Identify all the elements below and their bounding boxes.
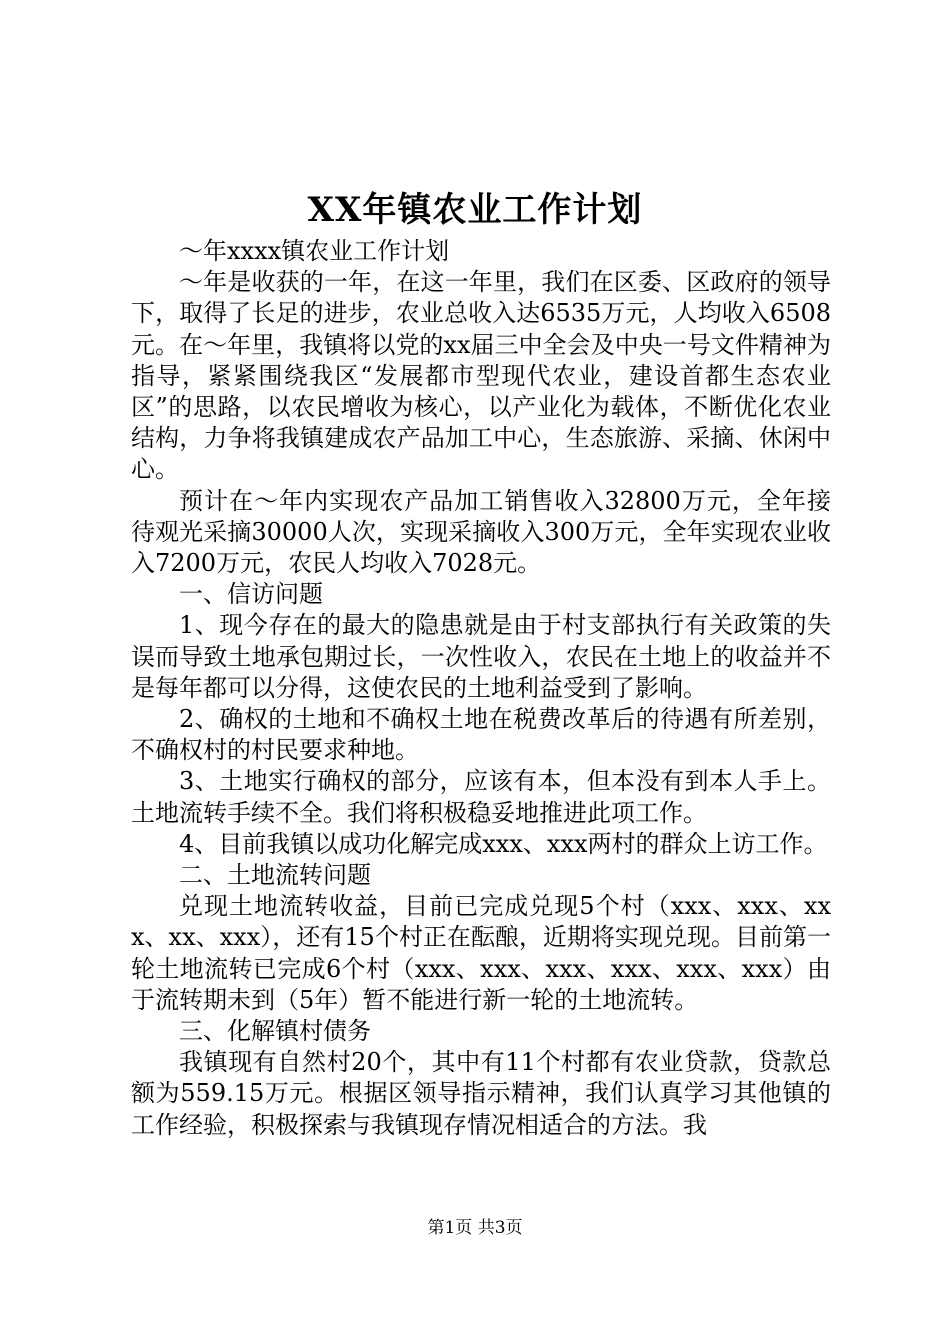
petition-item-1: 1、现今存在的最大的隐患就是由于村支部执行有关政策的失误而导致土地承包期过长，一次性收入，农民在土地上的收益并不是每年都可以分得，这使农民的土地利益受到了影响。	[131, 611, 831, 702]
debt-paragraph: 我镇现有自然村20个，其中有11个村都有农业贷款，贷款总额为559.15万元。根据区领导指示精神，我们认真学习其他镇的工作经验，积极探索与我镇现存情况相适合的方法。我	[131, 1048, 831, 1139]
petition-item-4: 4、目前我镇以成功化解完成xxx、xxx两村的群众上访工作。	[179, 829, 828, 858]
section-heading-land-transfer: 二、土地流转问题	[179, 861, 371, 890]
section-heading-debt: 三、化解镇村债务	[179, 1017, 371, 1046]
page-footer: 第1页 共3页	[427, 1218, 523, 1238]
land-transfer-paragraph: 兑现土地流转收益，目前已完成兑现5个村（xxx、xxx、xxx、xx、xxx），还有15个村正在酝酿，近期将实现兑现。目前第一轮土地流转已完成6个村（xxx、xxx、xxx、xxx、xxx、xxx）由于流转期未到（5年）暂不能进行新一轮的土地流转。	[131, 892, 831, 1014]
petition-item-3: 3、土地实行确权的部分，应该有本，但本没有到本人手上。土地流转手续不全。我们将积极稳妥地推进此项工作。	[131, 767, 831, 827]
document-body	[131, 236, 831, 1141]
intro-paragraph: ～年是收获的一年，在这一年里，我们在区委、区政府的领导下，取得了长足的进步，农业总收入达6535万元，人均收入6508元。在～年里，我镇将以党的xx届三中全会及中央一号文件精神为指导，紧紧围绕我区“发展都市型现代农业，建设首都生态农业区”的思路，以农民增收为核心，以产业化为载体，不断优化农业结构，力争将我镇建成农产品加工中心，生态旅游、采摘、休闲中心。	[131, 268, 831, 484]
forecast-paragraph: 预计在～年内实现农产品加工销售收入32800万元，全年接待观光采摘30000人次，实现采摘收入300万元，全年实现农业收入7200万元，农民人均收入7028元。	[131, 486, 831, 578]
subtitle-paragraph: ～年xxxx镇农业工作计划	[179, 237, 450, 265]
petition-item-2: 2、确权的土地和不确权土地在税费改革后的待遇有所差别，不确权村的村民要求种地。	[131, 705, 831, 765]
document-title: XX年镇农业工作计划	[307, 190, 643, 230]
section-heading-petition: 一、信访问题	[179, 580, 323, 609]
